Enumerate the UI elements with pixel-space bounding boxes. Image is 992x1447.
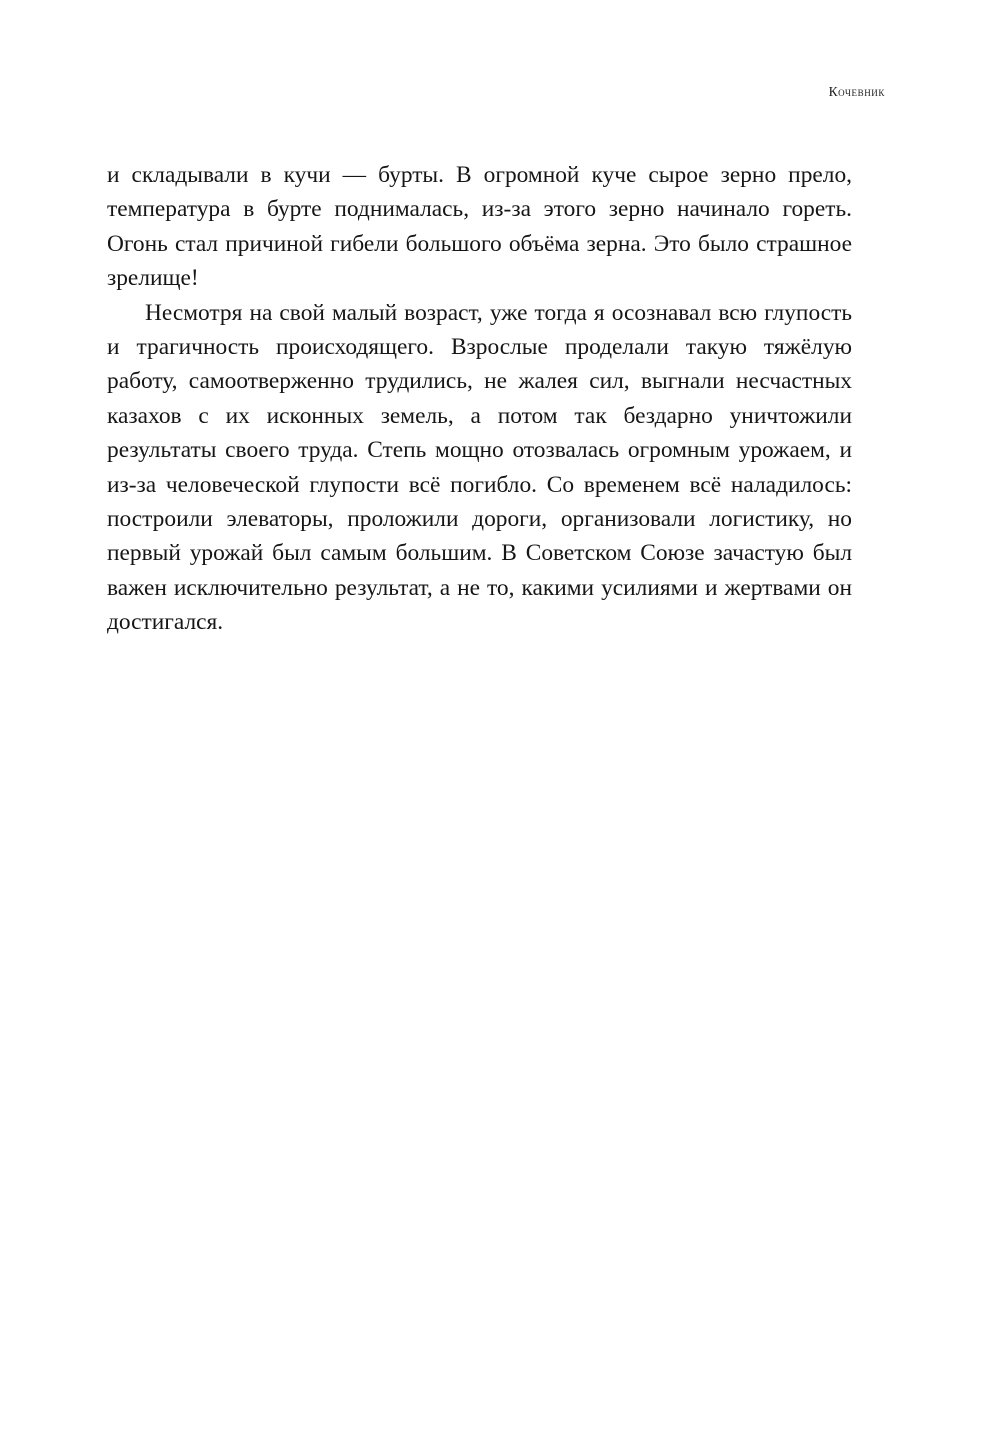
- paragraph: и складывали в кучи — бурты. В огромной куче сырое зерно прело, температура в бурте поднималась, из-за этого зерно начинало гореть. Огонь стал причиной гибели большого объёма зерна. Это было страшное зрелище!: [107, 162, 852, 292]
- paragraph: Несмотря на свой малый возраст, уже тогда я осознавал всю глупость и трагичность происходящего. Взрослые проделали такую тяжёлую работу, самоотверженно трудились, не жалея сил, выгнали несчастных казахов с их исконных земель, а потом так бездарно уничтожили результаты своего труда. Степь мощно отозвалась огромным урожаем, и из-за человеческой глупости всё погибло. Со временем всё наладилось: построили элеваторы, проложили дороги, организовали логистику, но первый урожай был самым большим. В Советском Союзе зачастую был важен исключительно результат, а не то, какими усилиями и жертвами он достигался.: [107, 299, 852, 636]
- running-head: Кочевник: [828, 84, 885, 99]
- body-text: [107, 158, 852, 640]
